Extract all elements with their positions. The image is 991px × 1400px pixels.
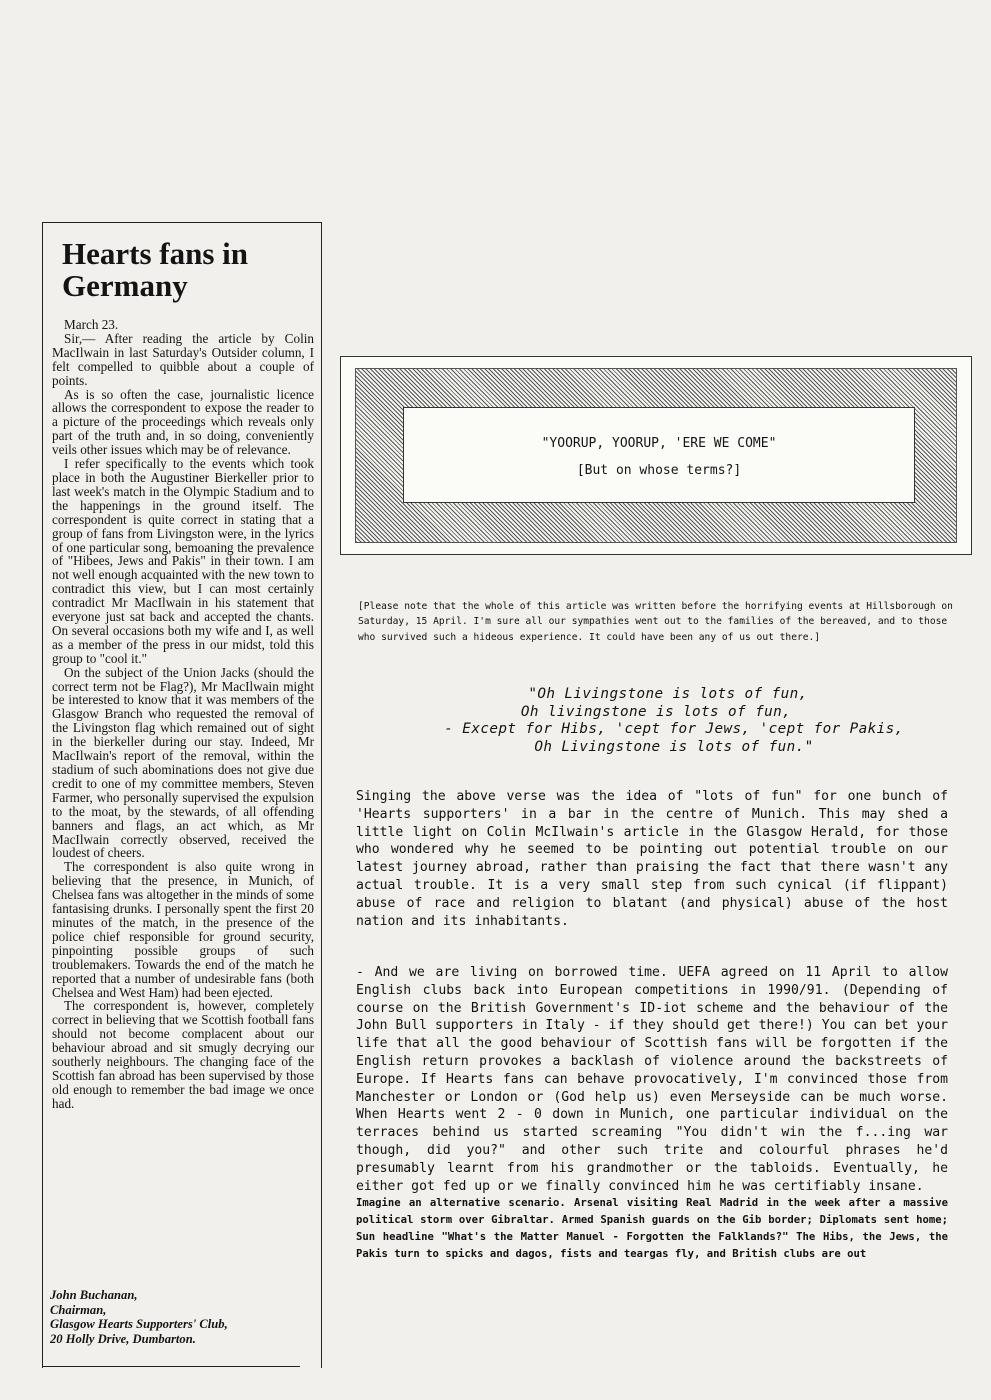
article-paragraph-2: - And we are living on borrowed time. UEFA agreed on 11 April to allow English clubs back into European competitions in 1990/91. (Depending of course on the British Government's ID-iot scheme and the behaviour of the John Bull supporters in Italy - if they should get there!) You can bet your life that all the good behaviour of Scottish fans will be forgotten if the English return provokes a backlash of violence around the backstreets of Europe. If Hearts fans can behave provocatively, I'm convinced those from Manchester or London or (God help us) even Merseyside can be much worse. When Hearts went 2 - 0 down in Munich, one particular individual on the terraces behind us started screaming "You didn't win the f...ing war though, did you?" and other such trite and colourful phrases he'd presumably learnt from his grandmother or the tabloids. Eventually, he either got fed up or we finally convinced him he was certifiably insane. [356, 965, 948, 1194]
column-divider [321, 222, 322, 1368]
letter-paragraph: I refer specifically to the events which took place in both the Augustiner Bierkeller prior to last week's match in the Olympic Stadium and to the happenings in the ground itself. The correspondent is quite correct in stating that a group of fans from Livingston were, in the lyrics of one particular song, bemoaning the prevalence of "Hibees, Jews and Pakis" in their town. I am not well enough acquainted with the new town to contradict this view, but I can most certainly contradict Mr MacIlwain in his statement that everyone just sat back and accepted the chants. On several occasions both my wife and I, as well as a member of the press in our midst, told this group to "cool it." [52, 456, 314, 666]
article-paragraph-1: Singing the above verse was the idea of "lots of fun" for one bunch of 'Hearts supporters' in a bar in the centre of Munich. This may shed a little light on Colin McIlwain's article in the Glasgow Herald, for those who wondered why he seemed to be pointing out potential trouble on our latest journey abroad, rather than praising the fact that there wasn't any actual trouble. It is a very small step from such cynical (if flippant) abuse of race and religion to blatant (and physical) abuse of the host nation and its inhabitants. [356, 789, 948, 929]
letter-frame-top [42, 222, 322, 223]
letter-frame-bottom [42, 1366, 300, 1367]
title-banner [340, 356, 972, 555]
signature-address: 20 Holly Drive, Dumbarton. [50, 1331, 196, 1346]
verse-line: "Oh Livingstone is lots of fun, [528, 686, 808, 702]
banner-title: "YOORUP, YOORUP, 'ERE WE COME" [541, 436, 777, 451]
song-verse [356, 686, 956, 757]
article-paragraph [356, 1195, 948, 1263]
letter-headline: Hearts fans in Germany [62, 236, 248, 303]
hillsborough-note: [Please note that the whole of this article was written before the horrifying events at Hillsborough on Saturday, 15 April. I'm sure all our sympathies went out to the families of the bereaved, and to those who survived such a hideous experience. It could have been any of us out there.] [358, 601, 953, 643]
letter-frame-left [42, 222, 43, 1368]
verse-line: Oh livingstone is lots of fun, [520, 703, 792, 720]
letter-paragraph: As is so often the case, journalistic licence allows the correspondent to expose the reader to a picture of the proceedings which reveals only part of the truth and, in so doing, conveniently veils other issues which may be of relevance. [52, 386, 314, 458]
letter-paragraph: Sir,— After reading the article by Colin MacIlwain in last Saturday's Outsider column, I felt compelled to quibble about a couple of points. [52, 330, 314, 388]
letter-column [52, 238, 314, 1111]
article-paragraph-3: Imagine an alternative scenario. Arsenal visiting Real Madrid in the week after a massive political storm over Gibraltar. Armed Spanish guards on the Gib border; Diplomats sent home; Sun headline "What's the Matter Manuel - Forgotten the Falklands?" The Hibs, the Jews, the Pakis turn to spicks and dagos, fists and teargas fly, and British clubs are out [356, 1197, 948, 1260]
verse-line: Oh Livingstone is lots of fun." [534, 739, 814, 756]
signature-club: Glasgow Hearts Supporters' Club, [50, 1317, 228, 1331]
signature-title: Chairman, [50, 1302, 107, 1317]
letter-body [52, 318, 314, 1111]
banner-subtitle: [But on whose terms?] [576, 463, 742, 478]
article-paragraph [356, 964, 948, 1195]
letter-paragraph: On the subject of the Union Jacks (should the correct term not be Flag?), Mr MacIlwain might be interested to know that it was members of the Glasgow Branch who requested the removal of the Livingston flag which remained out of sight in the bierkeller during our stay. Indeed, Mr MacIlwain's report of the removal, within the stadium of such abominations does not give due credit to one of my committee members, Steven Farmer, who personally supervised the expulsion to the moat, by the stewards, of all offending banners and flags, an act which, as Mr MacIlwain correctly observed, received the loudest of cheers. [52, 664, 314, 861]
signature-name: John Buchanan, [50, 1288, 138, 1302]
letter-date: March 23. [64, 317, 119, 332]
verse-line: - Except for Hibs, 'cept for Jews, 'cept for Pakis, [444, 721, 904, 738]
letter-paragraph: The correspondent is, however, completely correct in believing that we Scottish football fans should not become complacent about our behaviour abroad and sit smugly decrying our southerly neighbours. The changing face of the Scottish fan abroad has been supervised by those old enough to remember the bad image we once had. [52, 998, 314, 1111]
show-through-text [330, 130, 890, 390]
letter-signature [50, 1288, 228, 1346]
article-paragraph [356, 788, 948, 930]
banner-text-box [403, 407, 915, 503]
letter-paragraph: The correspondent is also quite wrong in believing that the presence, in Munich, of Chelsea fans was altogether in the minds of some fantasising drunks. I personally spent the first 20 minutes of the match, in the presence of the police chief responsible for ground security, pinpointing possible groups of such troublemakers. Towards the end of the match he reported that a number of undesirable fans (both Chelsea and West Ham) had been ejected. [52, 859, 314, 1000]
